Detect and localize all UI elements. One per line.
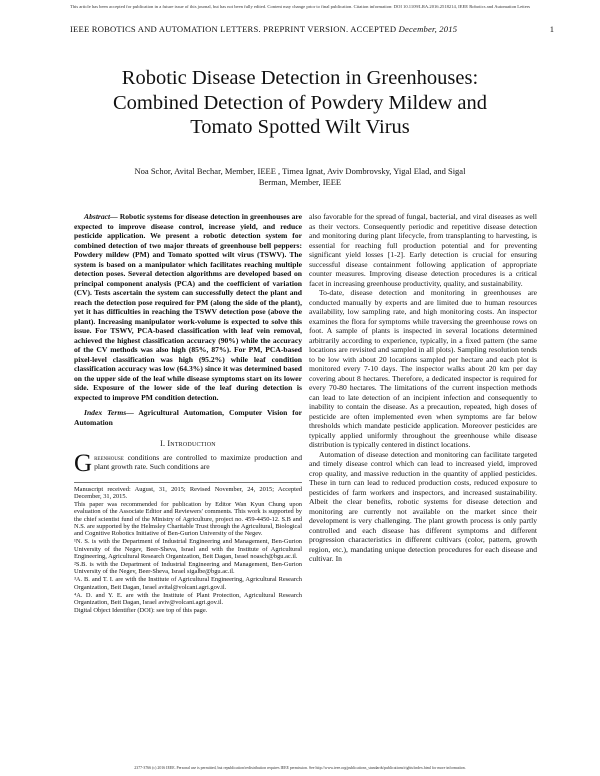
title-line: Combined Detection of Powdery Mildew and xyxy=(112,91,488,114)
intro-smallcaps: reenhouse xyxy=(94,452,124,462)
running-head xyxy=(70,24,532,34)
running-head-text: IEEE ROBOTICS AND AUTOMATION LETTERS. PREPRINT VERSION. ACCEPTED xyxy=(70,24,397,34)
author-list xyxy=(80,166,520,188)
right-column xyxy=(309,212,537,564)
body-paragraph: Automation of disease detection and monitoring can facilitate targeted and timely disease control which can lead to increased yield, improved crop quality, and massive reduction in the quantity of applied pesticides. These in turn can lead to reduced production costs, reduced exposure to pesticides of farm workers and inspectors, and increased sustainability. Albeit the clear benefits, robotic systems for disease detection and monitoring are currently not available on the market since their development is very challenging. The plant growth process is only partly controlled and each disease has different symptoms and different progression characteristics in different cultivars (color, pattern, growth region, etc.), mandating unique detection procedures for each disease and cultivar. In xyxy=(309,449,537,563)
author-line: Berman, Member, IEEE xyxy=(258,177,342,187)
index-terms-label: Index Terms— xyxy=(84,408,134,417)
copyright-notice: 2377-3766 (c) 2016 IEEE. Personal use is permitted, but republication/redistribution requires IEEE permission. See http://www.ieee.org/publications_standards/publications/rights/index.html for more information. xyxy=(134,766,466,770)
title-line: Robotic Disease Detection in Greenhouses: xyxy=(121,67,479,89)
running-head-date: December, 2015 xyxy=(398,24,458,34)
body-paragraph: also favorable for the spread of fungal, bacterial, and viral diseases as well as their vectors. Consequently periodic and repetitive disease detection and monitoring during plant lifecycle, from transplanting to harvesting, is essential for reaching full production potential and for preventing significant yield losses [1-2]. Early detection is crucial for ensuring successful disease containment following application of appropriate counter measures. Improving disease detection procedures is a critical facet in increasing greenhouse productivity, quality, and sustainability. xyxy=(309,212,537,288)
footnote: Digital Object Identifier (DOI): see top of this page. xyxy=(74,607,208,614)
footnotes xyxy=(74,482,302,615)
footnote: ⁴A. D. and Y. E. are with the Institute of Plant Protection, Agricultural Research Organization, Beit Dagan, Israel aviv@volcani.agri.gov.il. xyxy=(74,591,302,607)
drop-cap: G xyxy=(74,449,93,477)
intro-text: conditions are controlled to maximize production and plant growth rate. Such conditions are xyxy=(94,452,302,471)
index-terms xyxy=(74,408,302,427)
index-terms-text: Agricultural Automation, Computer Vision for Automation xyxy=(74,408,302,427)
footnote: ²S.B. is with the Department of Industrial Engineering and Management, Ben-Gurion University of the Negev, Beer-Sheva, Israel sigalbe@bgu.ac.il. xyxy=(74,561,302,576)
abstract-label: Abstract— xyxy=(84,212,118,221)
left-column xyxy=(74,212,302,615)
abstract xyxy=(74,212,302,402)
section-heading: I. Introduction xyxy=(160,439,216,448)
footnote: ³A. B. and T. I. are with the Institute of Agricultural Engineering, Agricultural Research Organization, Beit Dagan, Israel avital@volcani.agri.gov.il. xyxy=(74,576,302,591)
title-line: Tomato Spotted Wilt Virus xyxy=(190,116,410,138)
abstract-text: Robotic systems for disease detection in greenhouses are expected to improve disease control, increase yield, and reduce pesticide application. We present a robotic detection system for combined detection of two major threats of greenhouse bell peppers: Powdery mildew (PM) and Tomato spotted wilt virus (TSWV). The system is based on a manipulator which facilitates reaching multiple detection poses. Several detection algorithms are developed based on principal component analysis (PCA) and the coefficient of variation (CV). Tests ascertain the system can successfully detect the plant and reach the detection pose required for PM (along the side of the plant), yet it has difficulties in reaching the TSWV detection pose (above the plant). Increasing manipulator work-volume is expected to solve this issue. For TSWV, PCA-based classification with leaf vein removal, achieved the highest classification accuracy (90%) while the accuracy of the CV methods was also high (85%, 87%). For PM, PCA-based pixel-level classification was high (95.2%) while leaf condition classification accuracy was low (64.3%) since it was determined based on the upper side of the leaf while disease symptoms start on its lower side. Exposure of the lower side of the leaf during detection is expected to improve PM condition detection. xyxy=(74,212,302,402)
publication-notice: This article has been accepted for publication in a future issue of this journal, but has not been fully edited. Content may change prior to final publication. Citation information: DOI 10.1109/LRA.2016.2518214, IEEE Robotics and Automation Letters xyxy=(69,4,531,9)
footnote: ¹N. S. is with the Department of Industrial Engineering and Management, Ben-Gurion University of the Negev, Beer-Sheva, Israel and with the Institute of Agricultural Engineering, Agricultural Research Organization, Beit Dagan, Israel noasch@bgu.ac.il. xyxy=(74,538,302,561)
author-line: Noa Schor, Avital Bechar, Member, IEEE , Timea Ignat, Aviv Dombrovsky, Yigal Elad, and Sigal xyxy=(134,166,466,176)
intro-paragraph xyxy=(74,449,302,477)
page-number: 1 xyxy=(549,24,554,34)
body-paragraph: To-date, disease detection and monitoring in greenhouses are conducted manually by experts and are limited due to human resources availability, low sampling rate, and high monitoring costs. An inspector examines the flora for symptoms while traversing the greenhouse rows on foot. A sample of plants is inspected in several locations determined arbitrarily according to experience, typically, in a fixed pattern (the same locations are revisited and sampled in all plots). Sampling resolution tends to be low with about 20 locations sampled per hectare and each plot is monitored every 7-10 days. The inspector walks about 20 km per day covering about 8 hectares. Therefore, a dedicated inspector is required for every 70-80 hectares. The limitations of the current inspection methods can lead to late detection of an incipient infection and consequently to inability to contain the disease. As a precaution, repeated, high doses of pesticide are often implemented even when symptoms are far below thresholds which mandate pesticide application. Moreover pesticides are typically applied uniformly throughout the greenhouse while disease distribution is typically centered in distinct locations. xyxy=(309,288,537,449)
paper-title xyxy=(40,66,560,140)
footnote: Manuscript received: August, 31, 2015; Revised November, 24, 2015; Accepted December, 31, 2015. xyxy=(74,485,302,500)
footnote: This paper was recommended for publication by Editor Wan Kyun Chung upon evaluation of the Associate Editor and Reviewers' comments. This work is supported by the chief scientist fund of the Ministry of Agriculture, project no. 459-4450-12. S.B and N.S. are supported by the Helmsley Charitable Trust through the Agricultural, Biological and Cognitive Robotics Initiative of Ben-Gurion University of the Negev. xyxy=(74,500,302,538)
